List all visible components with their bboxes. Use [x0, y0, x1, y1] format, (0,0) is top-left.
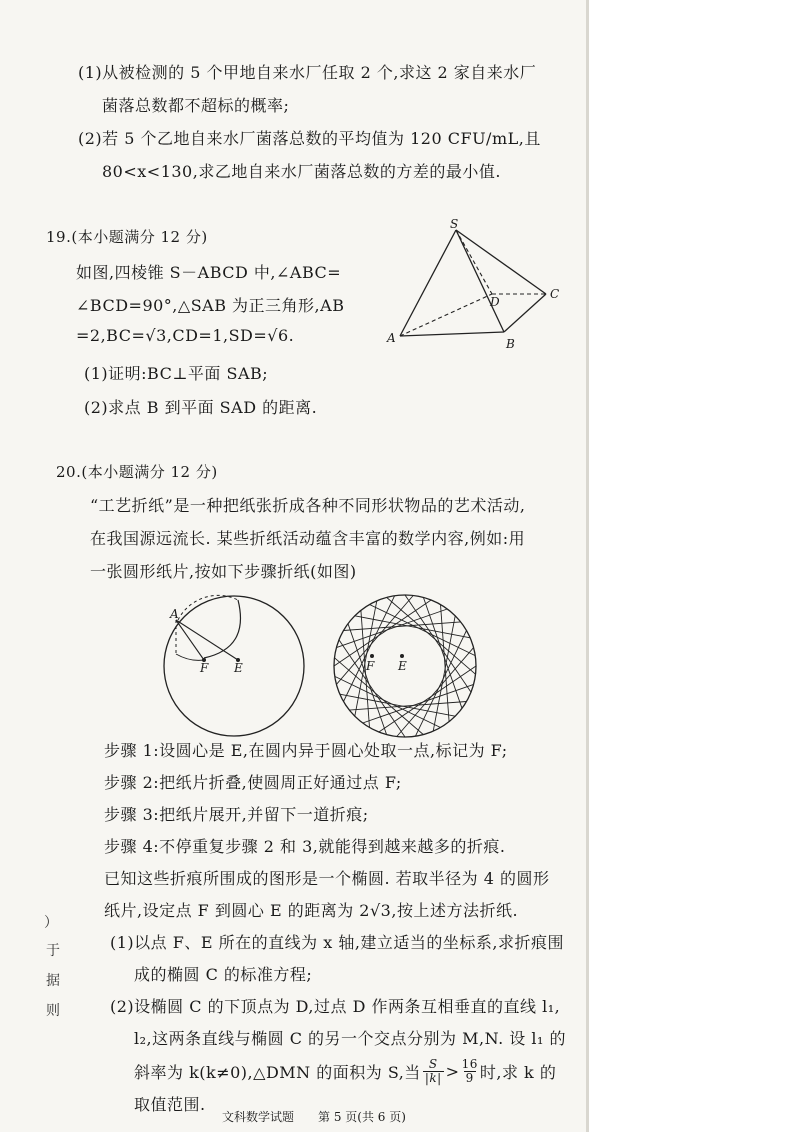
crease-line — [405, 595, 471, 692]
fraction-numerator: S — [428, 1057, 438, 1071]
crease-line — [370, 605, 476, 656]
margin-mark: 则 — [46, 1003, 60, 1019]
q18-part1-line2: 菌落总数都不超标的概率; — [102, 96, 290, 115]
margin-mark: ） — [44, 915, 58, 931]
crease-line — [344, 622, 461, 631]
fraction-s-over-k — [423, 1058, 444, 1085]
crease-line — [415, 631, 466, 737]
label-a: A — [387, 331, 396, 345]
fraction-denominator: 9 — [465, 1071, 474, 1085]
label-e: E — [398, 659, 407, 673]
fold-figure-2 — [330, 590, 480, 742]
crease-line — [363, 684, 474, 723]
footer-title: 文科数学试题 — [222, 1110, 295, 1124]
folded-arc-dashed — [178, 595, 238, 620]
q20-step3: 步骤 3:把纸片展开,并留下一道折痕; — [104, 805, 369, 824]
q19-line3: =2,BC=√3,CD=1,SD=√6. — [76, 326, 295, 345]
q20-known-line1: 已知这些折痕所围成的图形是一个椭圆. 若取半径为 4 的圆形 — [104, 869, 550, 888]
q20-intro-line1: “工艺折纸”是一种把纸张折成各种不同形状物品的艺术活动, — [90, 496, 526, 515]
label-d: D — [490, 295, 500, 309]
edge-ab — [400, 332, 504, 336]
label-s: S — [450, 217, 459, 231]
q20-intro-line3: 一张圆形纸片,按如下步骤折纸(如图) — [90, 562, 357, 581]
q19-part2: (2)求点 B 到平面 SAD 的距离. — [84, 398, 318, 417]
fraction-denominator: |k| — [424, 1071, 442, 1085]
edge-bc — [504, 294, 546, 332]
q19-line1: 如图,四棱锥 S－ABCD 中,∠ABC= — [76, 263, 342, 282]
label-e: E — [234, 661, 243, 675]
crease-line — [379, 666, 476, 732]
q19-line2: ∠BCD=90°,△SAB 为正三角形,AB — [76, 296, 345, 315]
q20-step2: 步骤 2:把纸片折叠,使圆周正好通过点 F; — [104, 773, 402, 792]
q18-part2-line1: (2)若 5 个乙地自来水厂菌落总数的平均值为 120 CFU/mL,且 — [78, 129, 541, 148]
crease-line — [334, 600, 431, 666]
edge-sb — [456, 230, 504, 332]
crease-line — [344, 596, 395, 702]
edge-sa — [400, 230, 456, 336]
q20-part2-line3 — [134, 1058, 556, 1085]
q20-part1-line1: (1)以点 F、E 所在的直线为 x 轴,建立适当的坐标系,求折痕围 — [110, 933, 564, 952]
fraction-numerator: 16 — [461, 1057, 478, 1071]
edge-sc — [456, 230, 546, 294]
pyramid-figure — [380, 218, 570, 358]
small-arc — [176, 654, 204, 660]
q20-part1-line2: 成的椭圆 C 的标准方程; — [134, 965, 313, 984]
q20-intro-line2: 在我国源远流长. 某些折纸活动蕴含丰富的数学内容,例如:用 — [90, 529, 526, 548]
q18-part2-line2: 80<x<130,求乙地自来水厂菌落总数的方差的最小值. — [102, 162, 501, 181]
margin-mark: 据 — [46, 973, 60, 989]
crease-line — [336, 609, 447, 648]
q20-step4: 步骤 4:不停重复步骤 2 和 3,就能得到越来越多的折痕. — [104, 837, 506, 856]
segment-ae — [176, 620, 238, 660]
label-a: A — [170, 607, 179, 621]
crease-line — [335, 658, 424, 735]
q20-part2-line1: (2)设椭圆 C 的下顶点为 D,过点 D 作两条互相垂直的直线 l₁, — [110, 997, 561, 1016]
crease-line — [349, 702, 466, 711]
q19-header: 19.(本小题满分 12 分) — [46, 228, 208, 246]
fold-figure-1 — [160, 590, 310, 742]
crease-line — [423, 597, 462, 708]
q20-part2-line2: l₂,这两条直线与椭圆 C 的另一个交点分别为 M,N. 设 l₁ 的 — [134, 1029, 566, 1048]
label-c: C — [550, 287, 560, 301]
q20-part2-line3-a: 斜率为 k(k≠0),△DMN 的面积为 S,当 — [134, 1063, 421, 1082]
edge-ad-hidden — [400, 294, 492, 336]
crease-line — [397, 648, 474, 737]
q20-step1: 步骤 1:设圆心是 E,在圆内异于圆心处取一点,标记为 F; — [104, 741, 508, 760]
label-f: F — [366, 659, 375, 673]
q20-header: 20.(本小题满分 12 分) — [56, 463, 218, 481]
q18-part1-line1: (1)从被检测的 5 个甲地自来水厂任取 2 个,求这 2 家自来水厂 — [78, 63, 537, 82]
point-f — [370, 654, 374, 658]
margin-mark: 于 — [46, 943, 60, 959]
q19-part1: (1)证明:BC⊥平面 SAB; — [84, 364, 269, 383]
q20-part2-line4: 取值范围. — [134, 1095, 206, 1114]
q20-known-line2: 纸片,设定点 F 到圆心 E 的距离为 2√3,按上述方法折纸. — [104, 901, 519, 920]
label-f: F — [200, 661, 209, 675]
crease-line — [335, 676, 441, 727]
page-edge — [586, 0, 589, 1132]
label-b: B — [506, 337, 515, 351]
crease-line — [441, 605, 450, 722]
greater-than: > — [445, 1062, 460, 1081]
crease-line — [348, 624, 387, 735]
edge-sd-hidden — [456, 230, 492, 294]
segment-af — [176, 620, 204, 660]
footer-page-number: 第 5 页(共 6 页) — [318, 1110, 406, 1124]
fraction-16-over-9 — [462, 1058, 478, 1085]
point-e — [400, 654, 404, 658]
q20-part2-line3-b: 时,求 k 的 — [479, 1063, 557, 1082]
